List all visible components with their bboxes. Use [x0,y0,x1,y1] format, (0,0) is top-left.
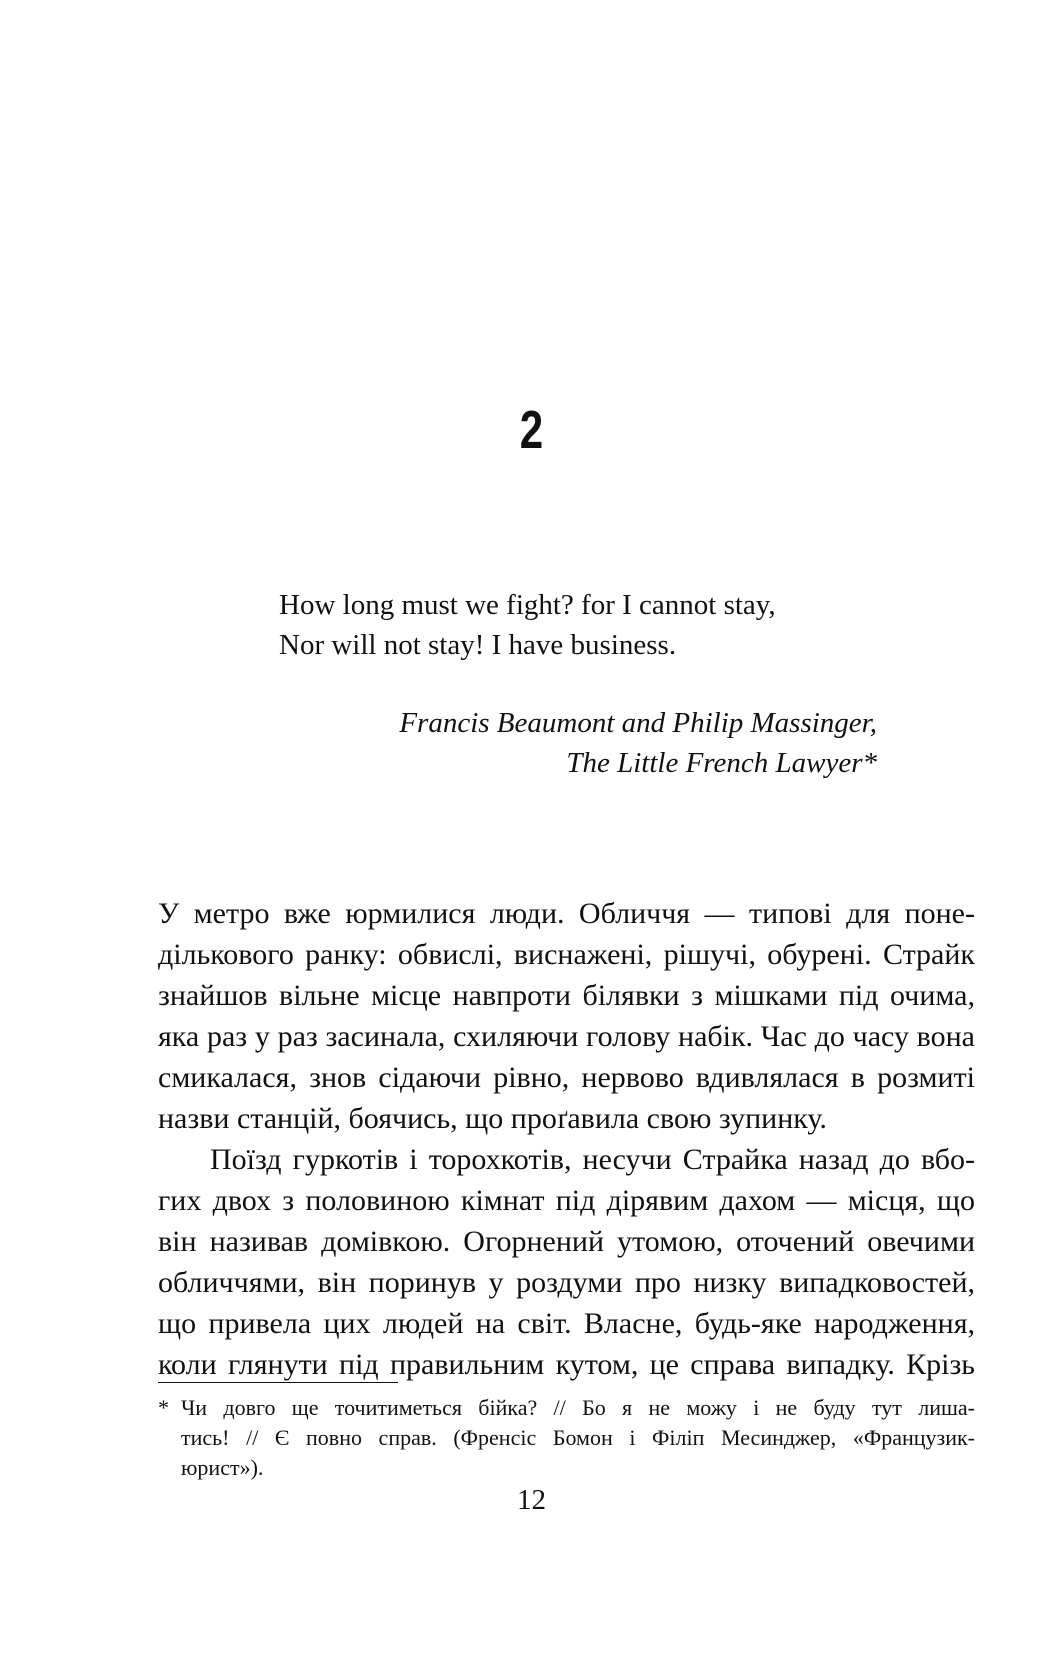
footnote-divider [158,1382,398,1383]
paragraph-2-line: Поїзд гуркотів і торохкотів, несучи Страйка назад до вбо- [210,1143,975,1176]
paragraph-2-line: що привела цих людей на світ. Власне, будь-яке народження, [158,1307,975,1340]
paragraph-1-line: знайшов вільне місце навпроти білявки з мішками під очима, [158,979,975,1012]
attribution-authors: Francis Beaumont and Philip Massinger, [399,707,877,739]
footnote-marker: * [158,1395,169,1420]
paragraph-1-line: смикалася, знов сідаючи рівно, нервово вдивлялася в розмиті [158,1061,975,1094]
paragraph-1-line: яка раз у раз засинала, схиляючи голову набік. Час до часу вона [158,1020,975,1053]
chapter-number: 2 [519,400,544,460]
paragraph-2-line: він називав домівкою. Огорнений утомою, оточений овечими [158,1225,975,1258]
paragraph-1-line: У метро вже юрмилися люди. Обличчя — типові для поне- [158,897,975,930]
paragraph-2-line: обличчями, він поринув у роздуми про низку випадковостей, [158,1266,975,1299]
epigraph [279,585,776,665]
paragraph-1-line: назви станцій, боячись, що проґавила свою зупинку. [158,1102,827,1135]
footnote-line: юрист»). [181,1455,264,1480]
paragraph-2-line: гих двох з половиною кімнат під дірявим дахом — місця, що [158,1184,975,1217]
epigraph-line: How long must we fight? for I cannot stay, [279,589,776,621]
paragraph-2-line: коли глянути під правильним кутом, це справа випадку. Крізь [158,1348,975,1381]
attribution-work: The Little French Lawyer* [566,747,877,779]
footnote [158,1393,975,1483]
epigraph-line: Nor will not stay! I have business. [279,629,677,661]
paragraph-1-line: дількового ранку: обвислі, виснажені, рішучі, обурені. Страйк [158,938,975,971]
footnote-line: тись! // Є повно справ. (Френсіс Бомон і Філіп Месинджер, «Французик- [181,1425,975,1450]
footnote-line: Чи довго ще точитиметься бійка? // Бо я не можу і не буду тут лиша- [181,1395,975,1420]
page-number: 12 [517,1484,546,1516]
epigraph-attribution [399,703,877,783]
body-text [158,893,975,1385]
